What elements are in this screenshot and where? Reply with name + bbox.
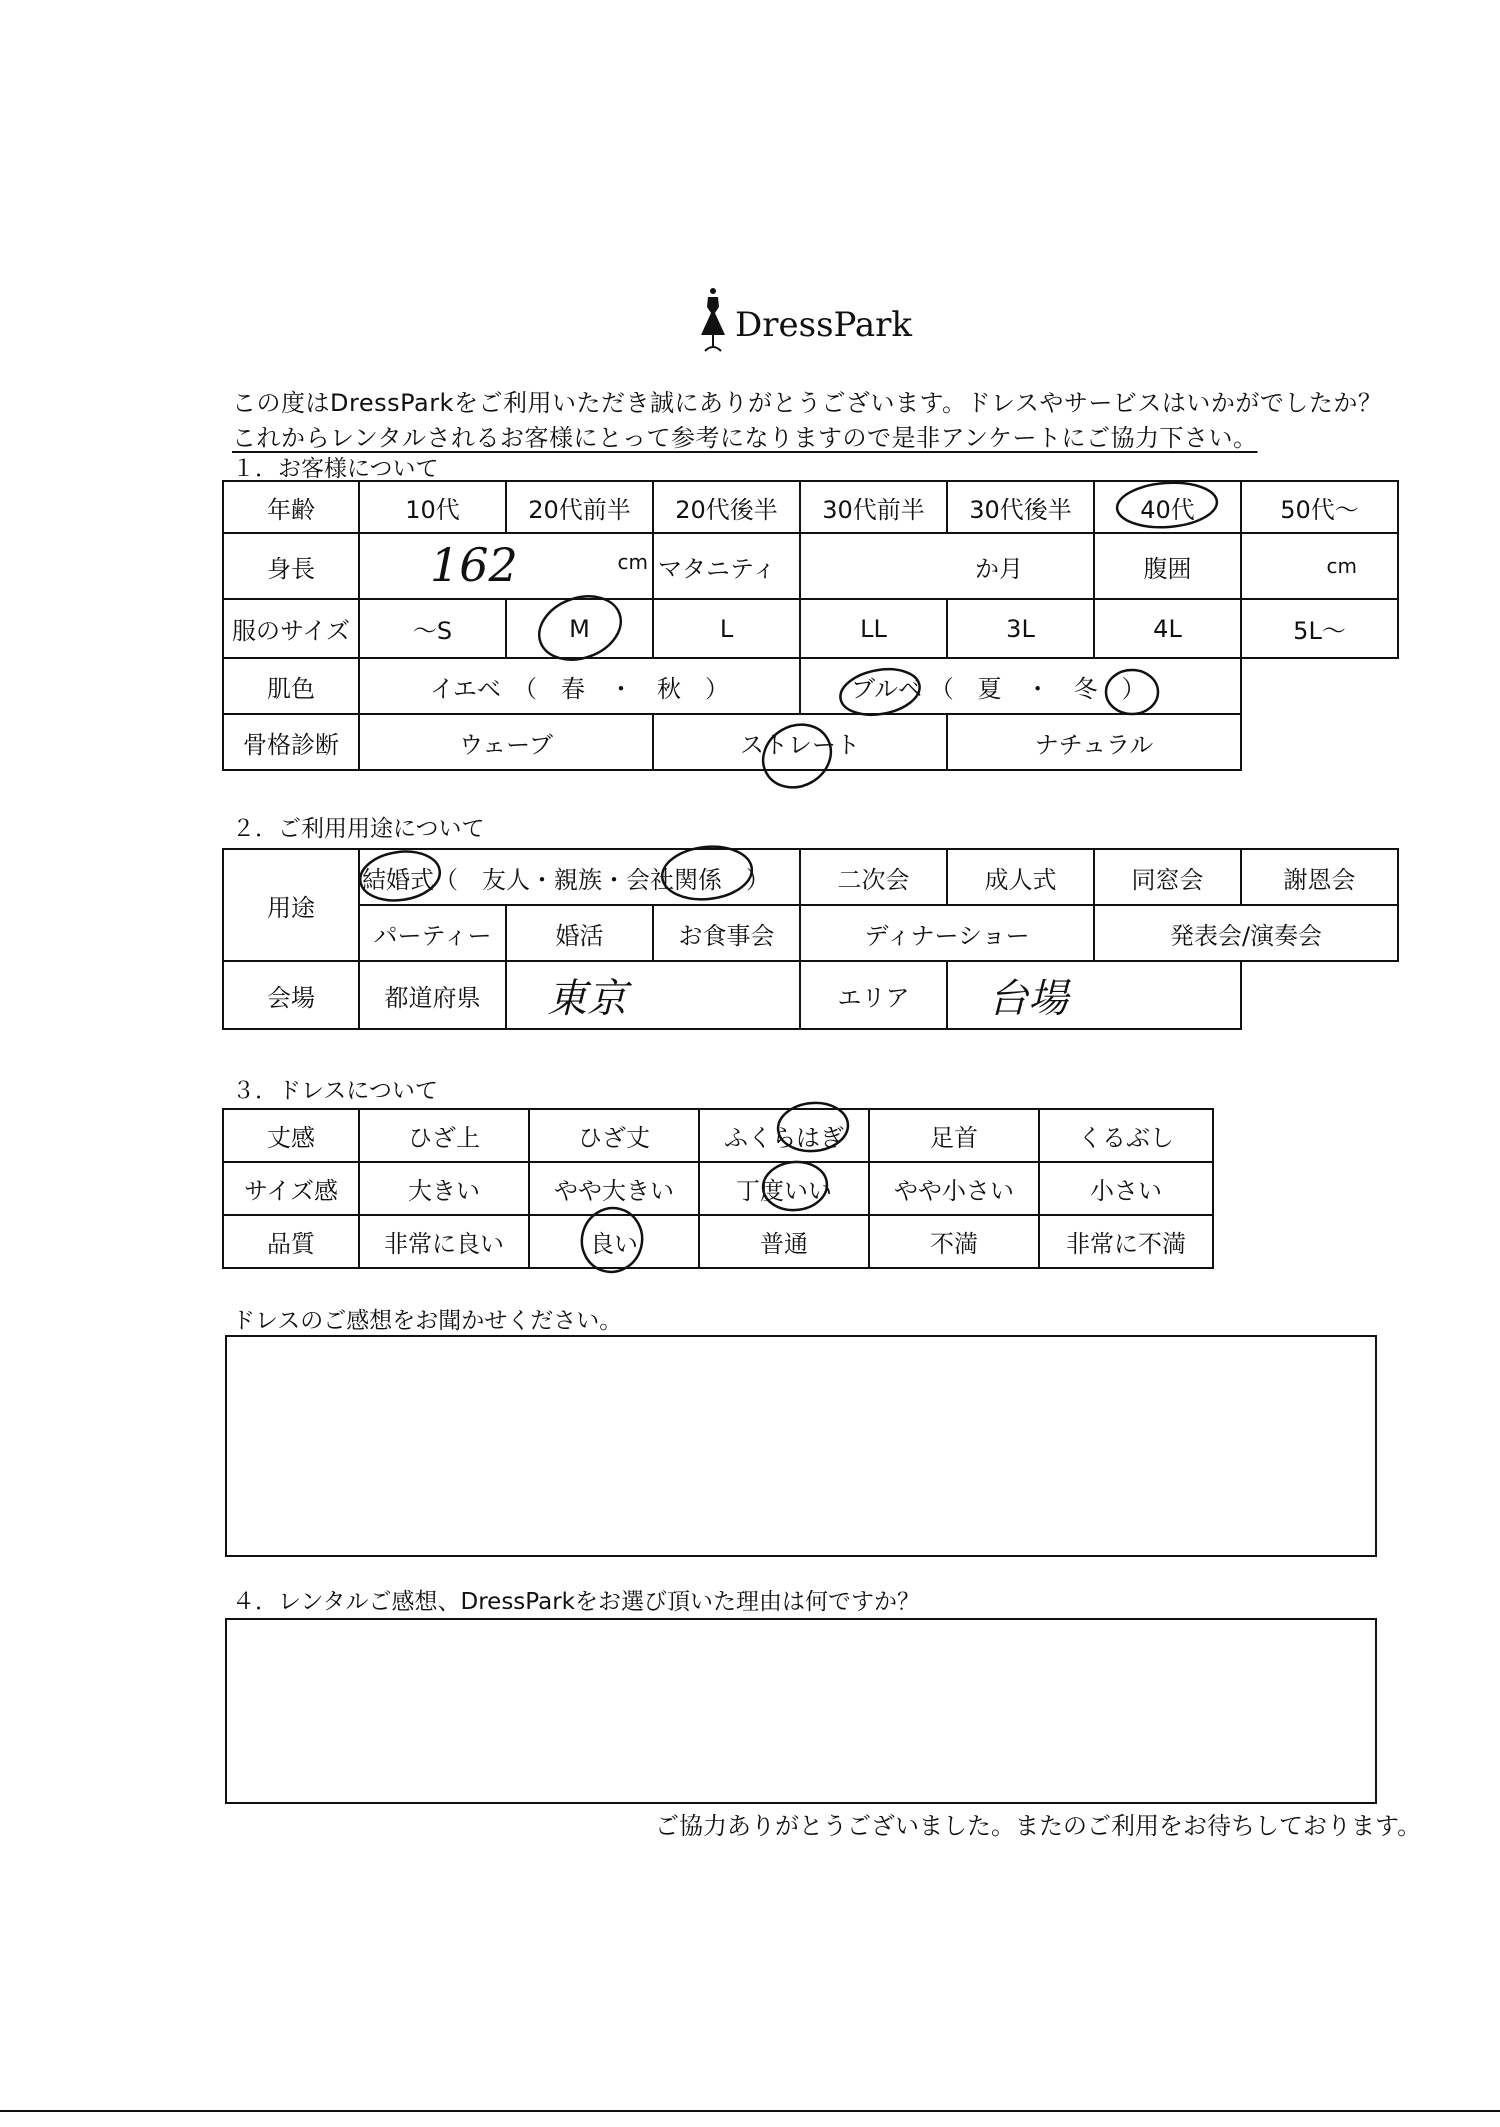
fit-option[interactable]: 大きい [359, 1162, 529, 1215]
skin-yellow-option[interactable]: イエベ （ 春 ・ 秋 ） [359, 658, 800, 714]
frame-option-selected[interactable]: ストレート [653, 714, 947, 770]
comment-1-prompt: ドレスのご感想をお聞かせください。 [232, 1308, 623, 1334]
venue-label: 会場 [223, 961, 359, 1029]
comment-2-value [227, 1620, 1375, 1640]
bottom-rule [0, 2110, 1500, 2112]
empty-cell [1241, 658, 1398, 714]
size-option[interactable]: 3L [947, 599, 1094, 658]
purpose-option[interactable]: 同窓会 [1094, 849, 1241, 905]
age-option[interactable]: 50代～ [1241, 481, 1398, 533]
size-option[interactable]: LL [800, 599, 947, 658]
frame-label: 骨格診断 [223, 714, 359, 770]
comment-2-box[interactable] [225, 1618, 1377, 1804]
quality-option[interactable]: 不満 [869, 1215, 1039, 1268]
length-option[interactable]: ひざ上 [359, 1109, 529, 1162]
skin-blue-label: ブルベ [851, 674, 923, 703]
section-2-title: ２．ご利用用途について [232, 816, 485, 842]
age-option-selected[interactable]: 40代 [1094, 481, 1241, 533]
skin-label: 肌色 [223, 658, 359, 714]
age-option[interactable]: 30代前半 [800, 481, 947, 533]
fit-label: サイズ感 [223, 1162, 359, 1215]
purpose-row-2 [223, 905, 1398, 961]
size-row [223, 599, 1398, 658]
area-field[interactable] [947, 961, 1241, 1029]
size-option[interactable]: ～S [359, 599, 506, 658]
comment-2-prompt: ４．レンタルご感想、DressParkをお選び頂いた理由は何ですか？ [232, 1589, 920, 1615]
purpose-option[interactable]: パーティー [359, 905, 506, 961]
height-field[interactable] [359, 533, 653, 599]
age-option[interactable]: 30代後半 [947, 481, 1094, 533]
intro-line-1: この度はDressParkをご利用いただき誠にありがとうございます。ドレスやサービスはいかがでしたか？ [232, 389, 1383, 417]
customer-table [222, 480, 1399, 771]
section-1-title: １．お客様について [232, 456, 439, 482]
length-option-selected[interactable]: ふくらはぎ [699, 1109, 869, 1162]
area-value: 台場 [988, 975, 1069, 1022]
frame-row [223, 714, 1398, 770]
empty-cell [1241, 714, 1398, 770]
size-option[interactable]: 4L [1094, 599, 1241, 658]
height-label: 身長 [223, 533, 359, 599]
empty-cell [1241, 961, 1398, 1029]
dress-table [222, 1108, 1214, 1269]
skin-blue-seasons: （ 夏 ・ 冬 ） [929, 674, 1146, 703]
quality-row [223, 1215, 1213, 1268]
comment-1-value [227, 1337, 1375, 1357]
length-option[interactable]: 足首 [869, 1109, 1039, 1162]
footer-thanks: ご協力ありがとうございました。またのご利用をお待ちしております。 [655, 1812, 1422, 1840]
age-option[interactable]: 20代後半 [653, 481, 800, 533]
purpose-option[interactable]: お食事会 [653, 905, 800, 961]
length-label: 丈感 [223, 1109, 359, 1162]
fit-row [223, 1162, 1213, 1215]
age-option[interactable]: 20代前半 [506, 481, 653, 533]
age-option[interactable]: 10代 [359, 481, 506, 533]
size-label: 服のサイズ [223, 599, 359, 658]
skin-blue-option[interactable] [800, 658, 1241, 714]
venue-row [223, 961, 1398, 1029]
fit-option[interactable]: 小さい [1039, 1162, 1213, 1215]
age-label: 年齢 [223, 481, 359, 533]
purpose-option[interactable]: 婚活 [506, 905, 653, 961]
quality-label: 品質 [223, 1215, 359, 1268]
purpose-option[interactable]: 謝恩会 [1241, 849, 1398, 905]
section-3-title: ３．ドレスについて [232, 1078, 438, 1104]
quality-option[interactable]: 普通 [699, 1215, 869, 1268]
waist-label: 腹囲 [1094, 533, 1241, 599]
length-row [223, 1109, 1213, 1162]
prefecture-label: 都道府県 [359, 961, 506, 1029]
height-value: 162 [430, 538, 518, 592]
dress-form-icon [695, 285, 735, 365]
fit-option-selected[interactable]: 丁度いい [699, 1162, 869, 1215]
frame-option[interactable]: ナチュラル [947, 714, 1241, 770]
dresspark-logo [695, 285, 935, 365]
size-option[interactable]: L [653, 599, 800, 658]
waist-unit[interactable]: cm [1241, 533, 1398, 599]
frame-option[interactable]: ウェーブ [359, 714, 653, 770]
purpose-option[interactable]: ディナーショー [800, 905, 1094, 961]
usage-table [222, 848, 1399, 1030]
height-row [223, 533, 1398, 599]
length-option[interactable]: ひざ丈 [529, 1109, 699, 1162]
purpose-option[interactable]: 成人式 [947, 849, 1094, 905]
purpose-label: 用途 [223, 849, 359, 961]
skin-row [223, 658, 1398, 714]
fit-option[interactable]: やや小さい [869, 1162, 1039, 1215]
height-unit: cm [617, 550, 648, 574]
purpose-option[interactable]: 発表会/演奏会 [1094, 905, 1398, 961]
maternity-label: マタニティ [653, 533, 800, 599]
quality-option[interactable]: 非常に良い [359, 1215, 529, 1268]
purpose-wedding-option[interactable]: 結婚式（ 友人・親族・会社関係 ） [359, 849, 800, 905]
quality-option[interactable]: 非常に不満 [1039, 1215, 1213, 1268]
quality-option-selected[interactable]: 良い [529, 1215, 699, 1268]
purpose-row-1 [223, 849, 1398, 905]
size-option-selected[interactable]: M [506, 599, 653, 658]
comment-1-box[interactable] [225, 1335, 1377, 1557]
area-label: エリア [800, 961, 947, 1029]
prefecture-value: 東京 [547, 975, 627, 1022]
age-row [223, 481, 1398, 533]
length-option[interactable]: くるぶし [1039, 1109, 1213, 1162]
fit-option[interactable]: やや大きい [529, 1162, 699, 1215]
maternity-months[interactable]: か月 [800, 533, 1094, 599]
prefecture-field[interactable] [506, 961, 800, 1029]
purpose-option[interactable]: 二次会 [800, 849, 947, 905]
brand-name: DressPark [735, 305, 913, 345]
intro-line-2: これからレンタルされるお客様にとって参考になりますので是非アンケートにご協力下さい。 [232, 424, 1258, 452]
size-option[interactable]: 5L～ [1241, 599, 1398, 658]
